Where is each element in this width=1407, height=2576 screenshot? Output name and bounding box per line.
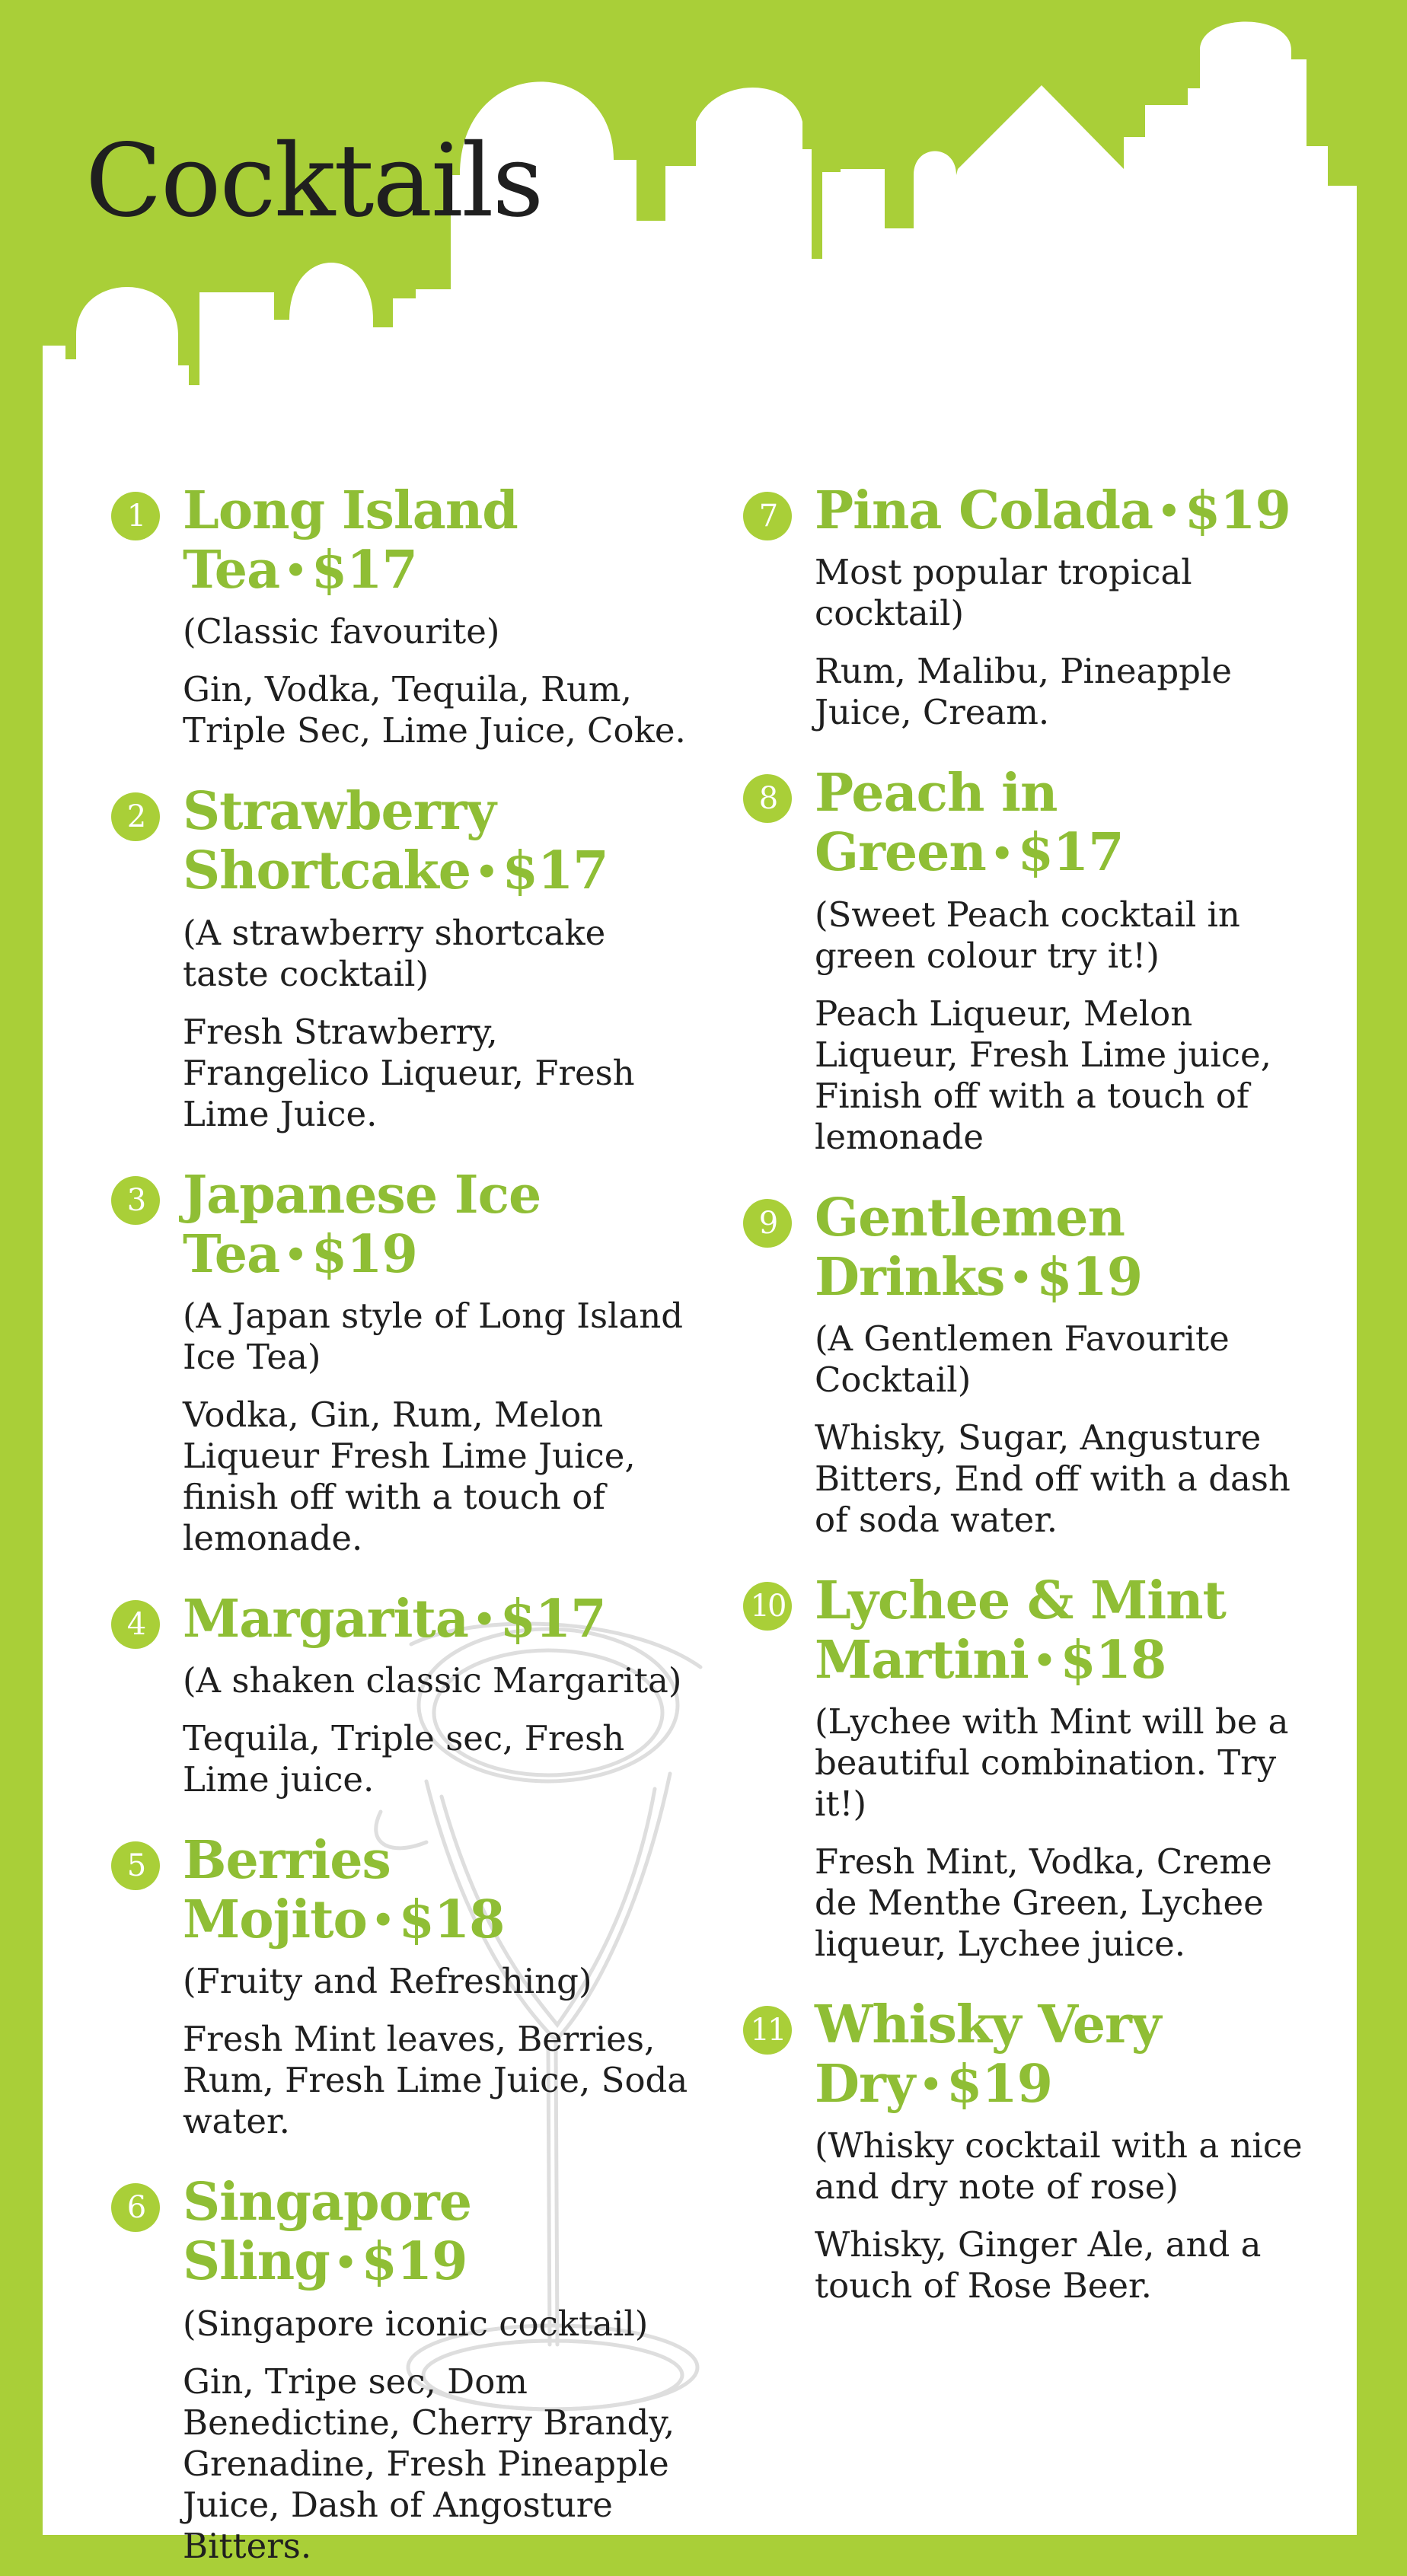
item-price: $19 — [361, 2231, 467, 2293]
item-price: $19 — [946, 2054, 1052, 2115]
item-name: Peach in Green •$17 — [815, 763, 1124, 884]
item-ingredients: Fresh Strawberry, Frangelico Liqueur, Fresh Lime Juice. — [183, 1011, 635, 1134]
item-number-badge: 10 — [743, 1582, 792, 1631]
item-ingredients: Gin, Tripe sec, Dom Benedictine, Cherry Brandy, Grenadine, Fresh Pineapple Juice, Dash of Angosture Bitters. — [183, 2361, 675, 2566]
menu-item — [111, 481, 690, 751]
item-price: $17 — [499, 1588, 606, 1650]
menu-item — [111, 782, 690, 1134]
item-number-badge: 9 — [743, 1199, 792, 1248]
menu-item — [743, 1571, 1322, 1965]
item-number-badge: 7 — [743, 492, 792, 540]
item-description: (A shaken classic Margarita) — [183, 1660, 682, 1701]
item-price: $17 — [1017, 822, 1124, 884]
item-price: $19 — [311, 1223, 417, 1285]
menu-item — [743, 481, 1322, 733]
item-ingredients: Fresh Mint, Vodka, Creme de Menthe Green, Lychee liqueur, Lychee juice. — [815, 1841, 1272, 1964]
item-number-badge: 6 — [111, 2183, 160, 2232]
item-ingredients: Vodka, Gin, Rum, Melon Liqueur Fresh Lime Juice, finish off with a touch of lemonade. — [183, 1394, 636, 1558]
item-ingredients: Tequila, Triple sec, Fresh Lime juice. — [183, 1718, 625, 1800]
item-number-badge: 3 — [111, 1176, 160, 1225]
item-number-badge: 1 — [111, 492, 160, 540]
item-name: Berries Mojito •$18 — [183, 1830, 505, 1950]
item-description: (Whisky cocktail with a nice and dry note of rose) — [815, 2125, 1303, 2208]
item-description: (Singapore iconic cocktail) — [183, 2303, 649, 2344]
item-ingredients: Whisky, Sugar, Angusture Bitters, End off with a dash of soda water. — [815, 1417, 1291, 1540]
item-price: $19 — [1036, 1246, 1143, 1308]
item-ingredients: Whisky, Ginger Ale, and a touch of Rose Beer. — [815, 2224, 1262, 2307]
item-description: (A strawberry shortcake taste cocktail) — [183, 912, 606, 994]
item-ingredients: Gin, Vodka, Tequila, Rum, Triple Sec, Lime Juice, Coke. — [183, 669, 686, 751]
menu-item — [743, 1995, 1322, 2307]
item-number-badge: 8 — [743, 774, 792, 823]
item-ingredients: Fresh Mint leaves, Berries, Rum, Fresh Lime Juice, Soda water. — [183, 2019, 688, 2142]
item-name: Pina Colada •$19 — [815, 480, 1291, 541]
right-column — [743, 481, 1322, 2337]
item-name: Lychee & Mint Martini •$18 — [815, 1570, 1226, 1691]
item-description: Most popular tropical cocktail) — [815, 552, 1192, 634]
menu-item — [111, 1165, 690, 1559]
item-price: $18 — [398, 1889, 505, 1950]
item-price: $18 — [1060, 1629, 1166, 1691]
item-price: $19 — [1184, 480, 1291, 541]
item-price: $17 — [502, 840, 608, 902]
item-description: (A Japan style of Long Island Ice Tea) — [183, 1295, 684, 1377]
item-description: (Sweet Peach cocktail in green colour try it!) — [815, 894, 1240, 976]
item-name: Whisky Very Dry •$19 — [815, 1994, 1161, 2115]
item-name: Japanese Ice Tea •$19 — [183, 1164, 541, 1285]
item-ingredients: Rum, Malibu, Pineapple Juice, Cream. — [815, 651, 1232, 733]
menu-item — [743, 1188, 1322, 1541]
item-name: Strawberry Shortcake •$17 — [183, 781, 608, 902]
item-description: (Classic favourite) — [183, 611, 500, 652]
menu-item — [743, 764, 1322, 1157]
item-number-badge: 2 — [111, 792, 160, 841]
item-number-badge: 5 — [111, 1841, 160, 1890]
left-column — [111, 481, 690, 2576]
menu-item — [111, 1831, 690, 2142]
menu-item — [111, 2173, 690, 2566]
item-name: Margarita •$17 — [183, 1588, 606, 1650]
item-description: (A Gentlemen Favourite Cocktail) — [815, 1318, 1230, 1400]
item-number-badge: 11 — [743, 2006, 792, 2055]
item-number-badge: 4 — [111, 1600, 160, 1649]
page-title: Cocktails — [85, 123, 543, 240]
item-price: $17 — [311, 540, 417, 601]
item-description: (Fruity and Refreshing) — [183, 1961, 592, 2002]
menu-item — [111, 1589, 690, 1800]
item-description: (Lychee with Mint will be a beautiful combination. Try it!) — [815, 1701, 1289, 1824]
item-name: Gentlemen Drinks •$19 — [815, 1187, 1143, 1308]
item-name: Long Island Tea •$17 — [183, 480, 518, 601]
item-ingredients: Peach Liqueur, Melon Liqueur, Fresh Lime juice, Finish off with a touch of lemonade — [815, 993, 1271, 1157]
item-name: Singapore Sling •$19 — [183, 2172, 471, 2293]
